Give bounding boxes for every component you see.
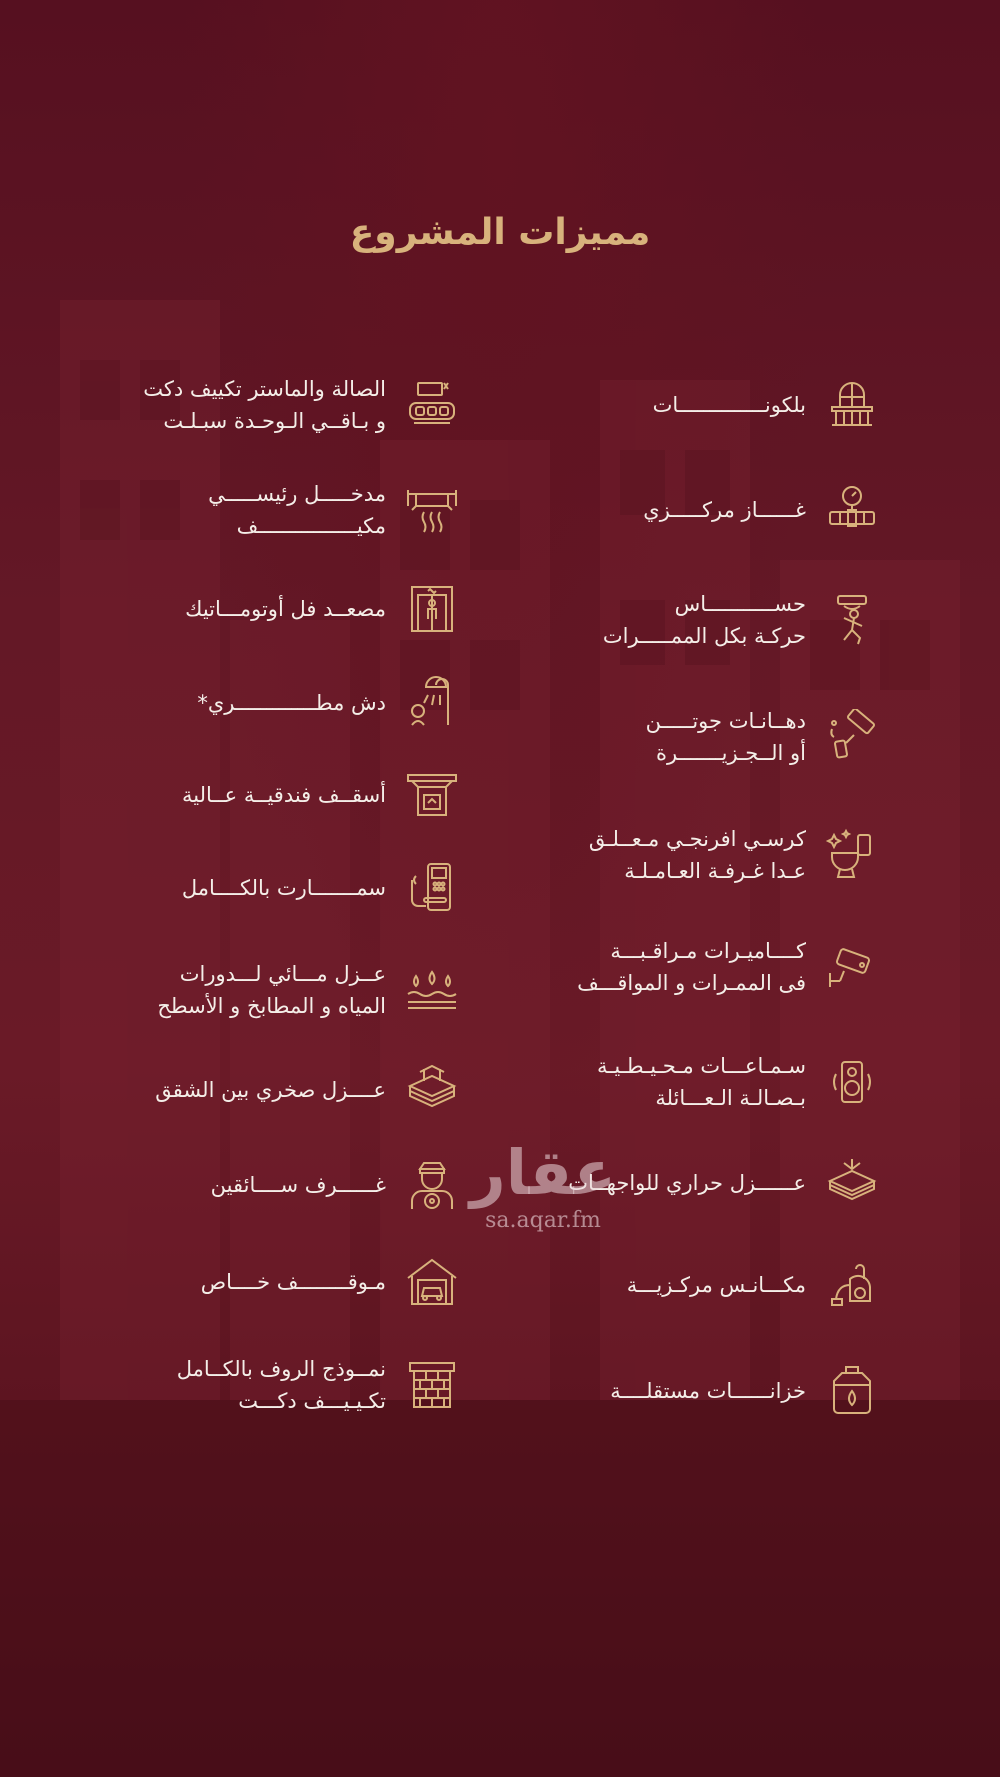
toilet-icon	[824, 827, 880, 883]
feature-label: مدخـــــل رئيســـــي مكيــــــــــــــــف	[208, 482, 386, 538]
feature-label: كرسـي افرنجـي مـعــلـق عـدا غـرفـة العـامـلـة	[588, 827, 806, 883]
feature-private-parking	[100, 1237, 460, 1327]
feature-label: بلكونــــــــــــــات	[652, 393, 806, 417]
feature-motion-sensor	[520, 575, 880, 665]
feature-label: عــــزل صخري بين الشقق	[155, 1078, 386, 1102]
feature-water-tanks	[520, 1346, 880, 1436]
feature-balconies	[520, 360, 880, 450]
feature-label: دش مطـــــــــــــري*	[197, 691, 386, 715]
feature-cctv	[520, 922, 880, 1012]
motion-sensor-icon	[824, 592, 880, 648]
rock-wool-icon	[404, 1062, 460, 1118]
cctv-camera-icon	[824, 939, 880, 995]
feature-ac-duct	[100, 360, 460, 450]
feature-label: حســـــــــــاس حركـة بكل الممـــــرات	[602, 592, 806, 648]
paint-roller-icon	[824, 709, 880, 765]
watermark-url: sa.aqar.fm	[485, 1208, 601, 1233]
feature-label: كــــاميـرات مـراقـبـــة فى الممـرات و المواقـــف	[577, 939, 806, 995]
ceiling-icon	[404, 767, 460, 823]
feature-entrance-ac	[100, 465, 460, 555]
thermal-insulation-icon	[824, 1155, 880, 1211]
gas-meter-icon	[824, 482, 880, 538]
feature-speakers	[520, 1037, 880, 1127]
feature-central-gas	[520, 465, 880, 555]
feature-label: أسقــف فندقيــة عــالية	[181, 783, 386, 807]
smart-lock-icon	[404, 860, 460, 916]
rain-shower-icon	[404, 675, 460, 731]
feature-water-insulation	[100, 945, 460, 1035]
features-right-column	[520, 0, 880, 1777]
features-left-column	[100, 0, 460, 1777]
feature-label: خزانــــــات مستقلــــة	[610, 1379, 806, 1403]
feature-label: سـمـاعـــات مـحـيـطـيـة بـصـالـة الـعـــائلة	[597, 1054, 806, 1110]
feature-label: مـوقــــــــف خــــاص	[200, 1270, 386, 1294]
air-conditioner-icon	[404, 377, 460, 433]
feature-label: مكـــانـس مركـزيـــة	[626, 1273, 806, 1297]
feature-hotel-ceilings	[100, 750, 460, 840]
watermark-logo: عقار	[470, 1136, 616, 1209]
roof-icon	[404, 1357, 460, 1413]
feature-elevator	[100, 564, 460, 654]
feature-rock-wool	[100, 1045, 460, 1135]
feature-label: غــــــرف ســــائقين	[210, 1173, 386, 1197]
speaker-icon	[824, 1054, 880, 1110]
feature-label: غــــــاز مركـــــزي	[643, 498, 806, 522]
garage-icon	[404, 1254, 460, 1310]
vacuum-icon	[824, 1257, 880, 1313]
feature-central-vacuum	[520, 1240, 880, 1330]
feature-smart-home	[100, 843, 460, 933]
feature-label: دهــانـات جوتـــــن أو الــجـزيـــــــرة	[645, 709, 806, 765]
feature-label: سمـــــــارت بالكــــامل	[181, 876, 386, 900]
feature-roof	[100, 1340, 460, 1430]
feature-rain-shower	[100, 658, 460, 748]
feature-label: نمــوذج الروف بالكــامل تكـيـيـــف دكـــت	[176, 1357, 386, 1413]
feature-paints	[520, 692, 880, 782]
water-insulation-icon	[404, 962, 460, 1018]
page-title: مميزات المشروع	[349, 212, 651, 253]
feature-label: الصالة والماستر تكييف دكت و بـاقــي الـوحـدة سبـلـت	[143, 377, 386, 433]
feature-label: عــــــزل حراري للواجهــات	[568, 1171, 806, 1195]
balcony-icon	[824, 377, 880, 433]
watermark	[448, 1138, 638, 1248]
feature-label: عــزل مـــائي لـــدورات المياه و المطابخ و الأسطح	[157, 962, 386, 1018]
feature-toilet	[520, 810, 880, 900]
entrance-ac-icon	[404, 482, 460, 538]
water-tank-icon	[824, 1363, 880, 1419]
elevator-icon	[404, 581, 460, 637]
feature-label: مصعــد فل أوتومـــاتيك	[185, 597, 386, 621]
feature-driver-rooms	[100, 1140, 460, 1230]
